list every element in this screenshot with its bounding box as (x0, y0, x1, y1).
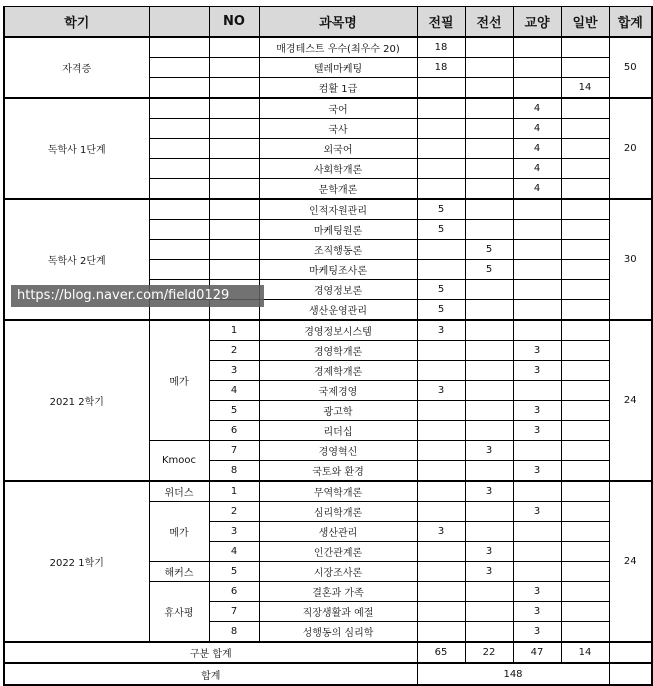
sub-provider-cell: 메가 (149, 502, 209, 562)
liberal-arts-cell (513, 441, 561, 461)
no-cell: 7 (209, 602, 259, 622)
major-elective-cell (465, 522, 513, 542)
major-required-cell (417, 562, 465, 582)
liberal-arts-cell (513, 37, 561, 58)
header-major-required: 전필 (417, 7, 465, 38)
general-cell (561, 220, 609, 240)
no-cell: 2 (209, 502, 259, 522)
header-row (4, 7, 652, 38)
liberal-arts-cell: 3 (513, 421, 561, 441)
no-cell: 8 (209, 461, 259, 482)
major-required-cell (417, 361, 465, 381)
liberal-arts-cell: 3 (513, 341, 561, 361)
general-cell (561, 502, 609, 522)
major-elective-cell (465, 139, 513, 159)
course-name-cell: 무역학개론 (259, 481, 417, 502)
course-name-cell: 성행동의 심리학 (259, 622, 417, 643)
sub-provider-cell (149, 240, 209, 260)
sub-provider-cell (149, 58, 209, 78)
liberal-arts-cell (513, 320, 561, 341)
course-name-cell: 직장생활과 예절 (259, 602, 417, 622)
general-cell (561, 179, 609, 200)
major-elective-cell (465, 361, 513, 381)
major-required-cell (417, 260, 465, 280)
general-cell (561, 199, 609, 220)
liberal-arts-cell (513, 240, 561, 260)
no-cell: 3 (209, 522, 259, 542)
major-required-cell: 5 (417, 300, 465, 321)
summary-major-elective: 22 (465, 642, 513, 663)
header-no: NO (209, 7, 259, 38)
sub-provider-cell (149, 260, 209, 280)
major-elective-cell (465, 300, 513, 321)
group-total-cell: 24 (609, 481, 652, 642)
general-cell (561, 260, 609, 280)
general-cell (561, 461, 609, 482)
major-elective-cell (465, 461, 513, 482)
liberal-arts-cell (513, 562, 561, 582)
sub-provider-cell (149, 199, 209, 220)
table-row (4, 199, 652, 220)
header-major-elective: 전선 (465, 7, 513, 38)
liberal-arts-cell (513, 58, 561, 78)
no-cell (209, 220, 259, 240)
group-total-cell: 20 (609, 98, 652, 199)
major-elective-cell (465, 622, 513, 643)
major-elective-cell (465, 280, 513, 300)
course-name-cell: 국토와 환경 (259, 461, 417, 482)
major-required-cell: 18 (417, 37, 465, 58)
general-cell (561, 401, 609, 421)
no-cell: 5 (209, 401, 259, 421)
course-name-cell: 사회학개론 (259, 159, 417, 179)
group-total-cell: 50 (609, 37, 652, 98)
course-name-cell: 텔레마케팅 (259, 58, 417, 78)
major-required-cell (417, 542, 465, 562)
grand-total-value: 148 (417, 663, 609, 685)
course-name-cell: 생산관리 (259, 522, 417, 542)
major-elective-cell (465, 58, 513, 78)
major-elective-cell: 5 (465, 240, 513, 260)
general-cell (561, 582, 609, 602)
major-required-cell (417, 461, 465, 482)
sub-provider-cell: 휴사평 (149, 582, 209, 643)
sub-provider-cell (149, 78, 209, 99)
general-cell (561, 240, 609, 260)
major-required-cell: 3 (417, 522, 465, 542)
no-cell: 2 (209, 341, 259, 361)
grand-total-empty (609, 663, 652, 685)
general-cell: 14 (561, 78, 609, 99)
group-total-cell: 24 (609, 320, 652, 481)
liberal-arts-cell: 4 (513, 159, 561, 179)
course-name-cell: 컴활 1급 (259, 78, 417, 99)
major-required-cell: 5 (417, 199, 465, 220)
no-cell (209, 98, 259, 119)
no-cell (209, 159, 259, 179)
liberal-arts-cell (513, 220, 561, 240)
sub-provider-cell: 위더스 (149, 481, 209, 502)
summary-general: 14 (561, 642, 609, 663)
major-elective-cell (465, 98, 513, 119)
general-cell (561, 361, 609, 381)
no-cell (209, 139, 259, 159)
major-elective-cell (465, 37, 513, 58)
sub-provider-cell: 메가 (149, 320, 209, 441)
liberal-arts-cell (513, 199, 561, 220)
general-cell (561, 300, 609, 321)
course-name-cell: 경영정보시스템 (259, 320, 417, 341)
liberal-arts-cell: 3 (513, 361, 561, 381)
no-cell: 3 (209, 361, 259, 381)
major-required-cell: 3 (417, 320, 465, 341)
general-cell (561, 320, 609, 341)
major-elective-cell: 3 (465, 542, 513, 562)
no-cell: 7 (209, 441, 259, 461)
term-cell: 2021 2학기 (4, 320, 149, 481)
table-row (4, 320, 652, 341)
major-required-cell (417, 240, 465, 260)
no-cell: 4 (209, 542, 259, 562)
liberal-arts-cell (513, 280, 561, 300)
no-cell (209, 78, 259, 99)
general-cell (561, 139, 609, 159)
major-required-cell (417, 98, 465, 119)
major-elective-cell (465, 220, 513, 240)
group-total-cell: 30 (609, 199, 652, 320)
major-required-cell (417, 421, 465, 441)
table-row (4, 481, 652, 502)
header-course: 과목명 (259, 7, 417, 38)
liberal-arts-cell: 3 (513, 502, 561, 522)
general-cell (561, 98, 609, 119)
major-elective-cell (465, 179, 513, 200)
course-name-cell: 리더십 (259, 421, 417, 441)
liberal-arts-cell: 3 (513, 602, 561, 622)
sub-provider-cell: Kmooc (149, 441, 209, 482)
liberal-arts-cell: 3 (513, 401, 561, 421)
watermark-banner: https://blog.naver.com/field0129 (11, 285, 264, 307)
general-cell (561, 622, 609, 643)
major-required-cell (417, 139, 465, 159)
liberal-arts-cell (513, 381, 561, 401)
major-required-cell (417, 602, 465, 622)
liberal-arts-cell: 4 (513, 179, 561, 200)
grand-total-label: 합계 (4, 663, 417, 685)
general-cell (561, 441, 609, 461)
header-liberal-arts: 교양 (513, 7, 561, 38)
major-required-cell (417, 401, 465, 421)
course-name-cell: 국사 (259, 119, 417, 139)
liberal-arts-cell (513, 300, 561, 321)
liberal-arts-cell: 4 (513, 98, 561, 119)
grand-total-row (4, 663, 652, 685)
summary-row (4, 642, 652, 663)
term-cell: 2022 1학기 (4, 481, 149, 642)
general-cell (561, 159, 609, 179)
major-elective-cell (465, 502, 513, 522)
course-name-cell: 경제학개론 (259, 361, 417, 381)
course-name-cell: 시장조사론 (259, 562, 417, 582)
major-elective-cell (465, 582, 513, 602)
no-cell: 6 (209, 582, 259, 602)
header-total: 합계 (609, 7, 652, 38)
table-row (4, 98, 652, 119)
summary-liberal-arts: 47 (513, 642, 561, 663)
major-elective-cell: 3 (465, 441, 513, 461)
major-required-cell (417, 481, 465, 502)
sub-provider-cell: 해커스 (149, 562, 209, 582)
sub-provider-cell (149, 98, 209, 119)
course-name-cell: 국제경영 (259, 381, 417, 401)
term-cell: 독학사 2단계 (4, 199, 149, 320)
major-required-cell (417, 119, 465, 139)
major-elective-cell (465, 199, 513, 220)
general-cell (561, 542, 609, 562)
major-required-cell (417, 341, 465, 361)
no-cell: 5 (209, 562, 259, 582)
general-cell (561, 341, 609, 361)
course-name-cell: 경영혁신 (259, 441, 417, 461)
liberal-arts-cell: 4 (513, 119, 561, 139)
liberal-arts-cell: 3 (513, 461, 561, 482)
major-elective-cell: 3 (465, 562, 513, 582)
general-cell (561, 562, 609, 582)
general-cell (561, 119, 609, 139)
course-name-cell: 조직행동론 (259, 240, 417, 260)
summary-total-empty (609, 642, 652, 663)
term-cell: 자격증 (4, 37, 149, 98)
general-cell (561, 522, 609, 542)
liberal-arts-cell: 3 (513, 622, 561, 643)
major-required-cell (417, 582, 465, 602)
sub-provider-cell (149, 220, 209, 240)
major-elective-cell (465, 320, 513, 341)
term-cell: 독학사 1단계 (4, 98, 149, 199)
major-required-cell (417, 441, 465, 461)
credit-table (3, 6, 653, 686)
general-cell (561, 58, 609, 78)
course-name-cell: 결혼과 가족 (259, 582, 417, 602)
sub-provider-cell (149, 159, 209, 179)
no-cell (209, 199, 259, 220)
general-cell (561, 280, 609, 300)
summary-label: 구분 합계 (4, 642, 417, 663)
sub-provider-cell (149, 179, 209, 200)
liberal-arts-cell (513, 78, 561, 99)
major-required-cell (417, 622, 465, 643)
sub-provider-cell (149, 119, 209, 139)
course-name-cell: 경영학개론 (259, 341, 417, 361)
major-elective-cell (465, 341, 513, 361)
major-required-cell (417, 502, 465, 522)
no-cell (209, 179, 259, 200)
major-elective-cell (465, 602, 513, 622)
liberal-arts-cell (513, 481, 561, 502)
course-name-cell: 마케팅조사론 (259, 260, 417, 280)
no-cell (209, 58, 259, 78)
course-name-cell: 인간관계론 (259, 542, 417, 562)
course-name-cell: 경영정보론 (259, 280, 417, 300)
summary-major-required: 65 (417, 642, 465, 663)
course-name-cell: 인적자원관리 (259, 199, 417, 220)
no-cell: 1 (209, 481, 259, 502)
course-name-cell: 외국어 (259, 139, 417, 159)
no-cell: 1 (209, 320, 259, 341)
general-cell (561, 421, 609, 441)
major-elective-cell: 5 (465, 260, 513, 280)
sub-provider-cell (149, 37, 209, 58)
general-cell (561, 481, 609, 502)
liberal-arts-cell: 3 (513, 582, 561, 602)
liberal-arts-cell (513, 522, 561, 542)
major-elective-cell (465, 401, 513, 421)
no-cell (209, 240, 259, 260)
major-required-cell: 5 (417, 280, 465, 300)
no-cell: 6 (209, 421, 259, 441)
header-general: 일반 (561, 7, 609, 38)
no-cell: 4 (209, 381, 259, 401)
table-row (4, 37, 652, 58)
general-cell (561, 381, 609, 401)
general-cell (561, 602, 609, 622)
no-cell: 8 (209, 622, 259, 643)
major-elective-cell (465, 159, 513, 179)
major-elective-cell (465, 78, 513, 99)
major-required-cell (417, 78, 465, 99)
no-cell (209, 37, 259, 58)
liberal-arts-cell: 4 (513, 139, 561, 159)
major-elective-cell (465, 421, 513, 441)
course-name-cell: 매경테스트 우수(최우수 20) (259, 37, 417, 58)
sub-provider-cell (149, 139, 209, 159)
liberal-arts-cell (513, 542, 561, 562)
course-name-cell: 국어 (259, 98, 417, 119)
major-required-cell: 18 (417, 58, 465, 78)
course-name-cell: 심리학개론 (259, 502, 417, 522)
no-cell (209, 119, 259, 139)
major-required-cell (417, 159, 465, 179)
liberal-arts-cell (513, 260, 561, 280)
general-cell (561, 37, 609, 58)
major-required-cell (417, 179, 465, 200)
course-name-cell: 광고학 (259, 401, 417, 421)
major-elective-cell: 3 (465, 481, 513, 502)
major-required-cell: 3 (417, 381, 465, 401)
major-elective-cell (465, 381, 513, 401)
header-sub (149, 7, 209, 38)
course-name-cell: 문학개론 (259, 179, 417, 200)
course-name-cell: 마케팅원론 (259, 220, 417, 240)
header-term: 학기 (4, 7, 149, 38)
major-elective-cell (465, 119, 513, 139)
major-required-cell: 5 (417, 220, 465, 240)
no-cell (209, 260, 259, 280)
course-name-cell: 생산운영관리 (259, 300, 417, 321)
